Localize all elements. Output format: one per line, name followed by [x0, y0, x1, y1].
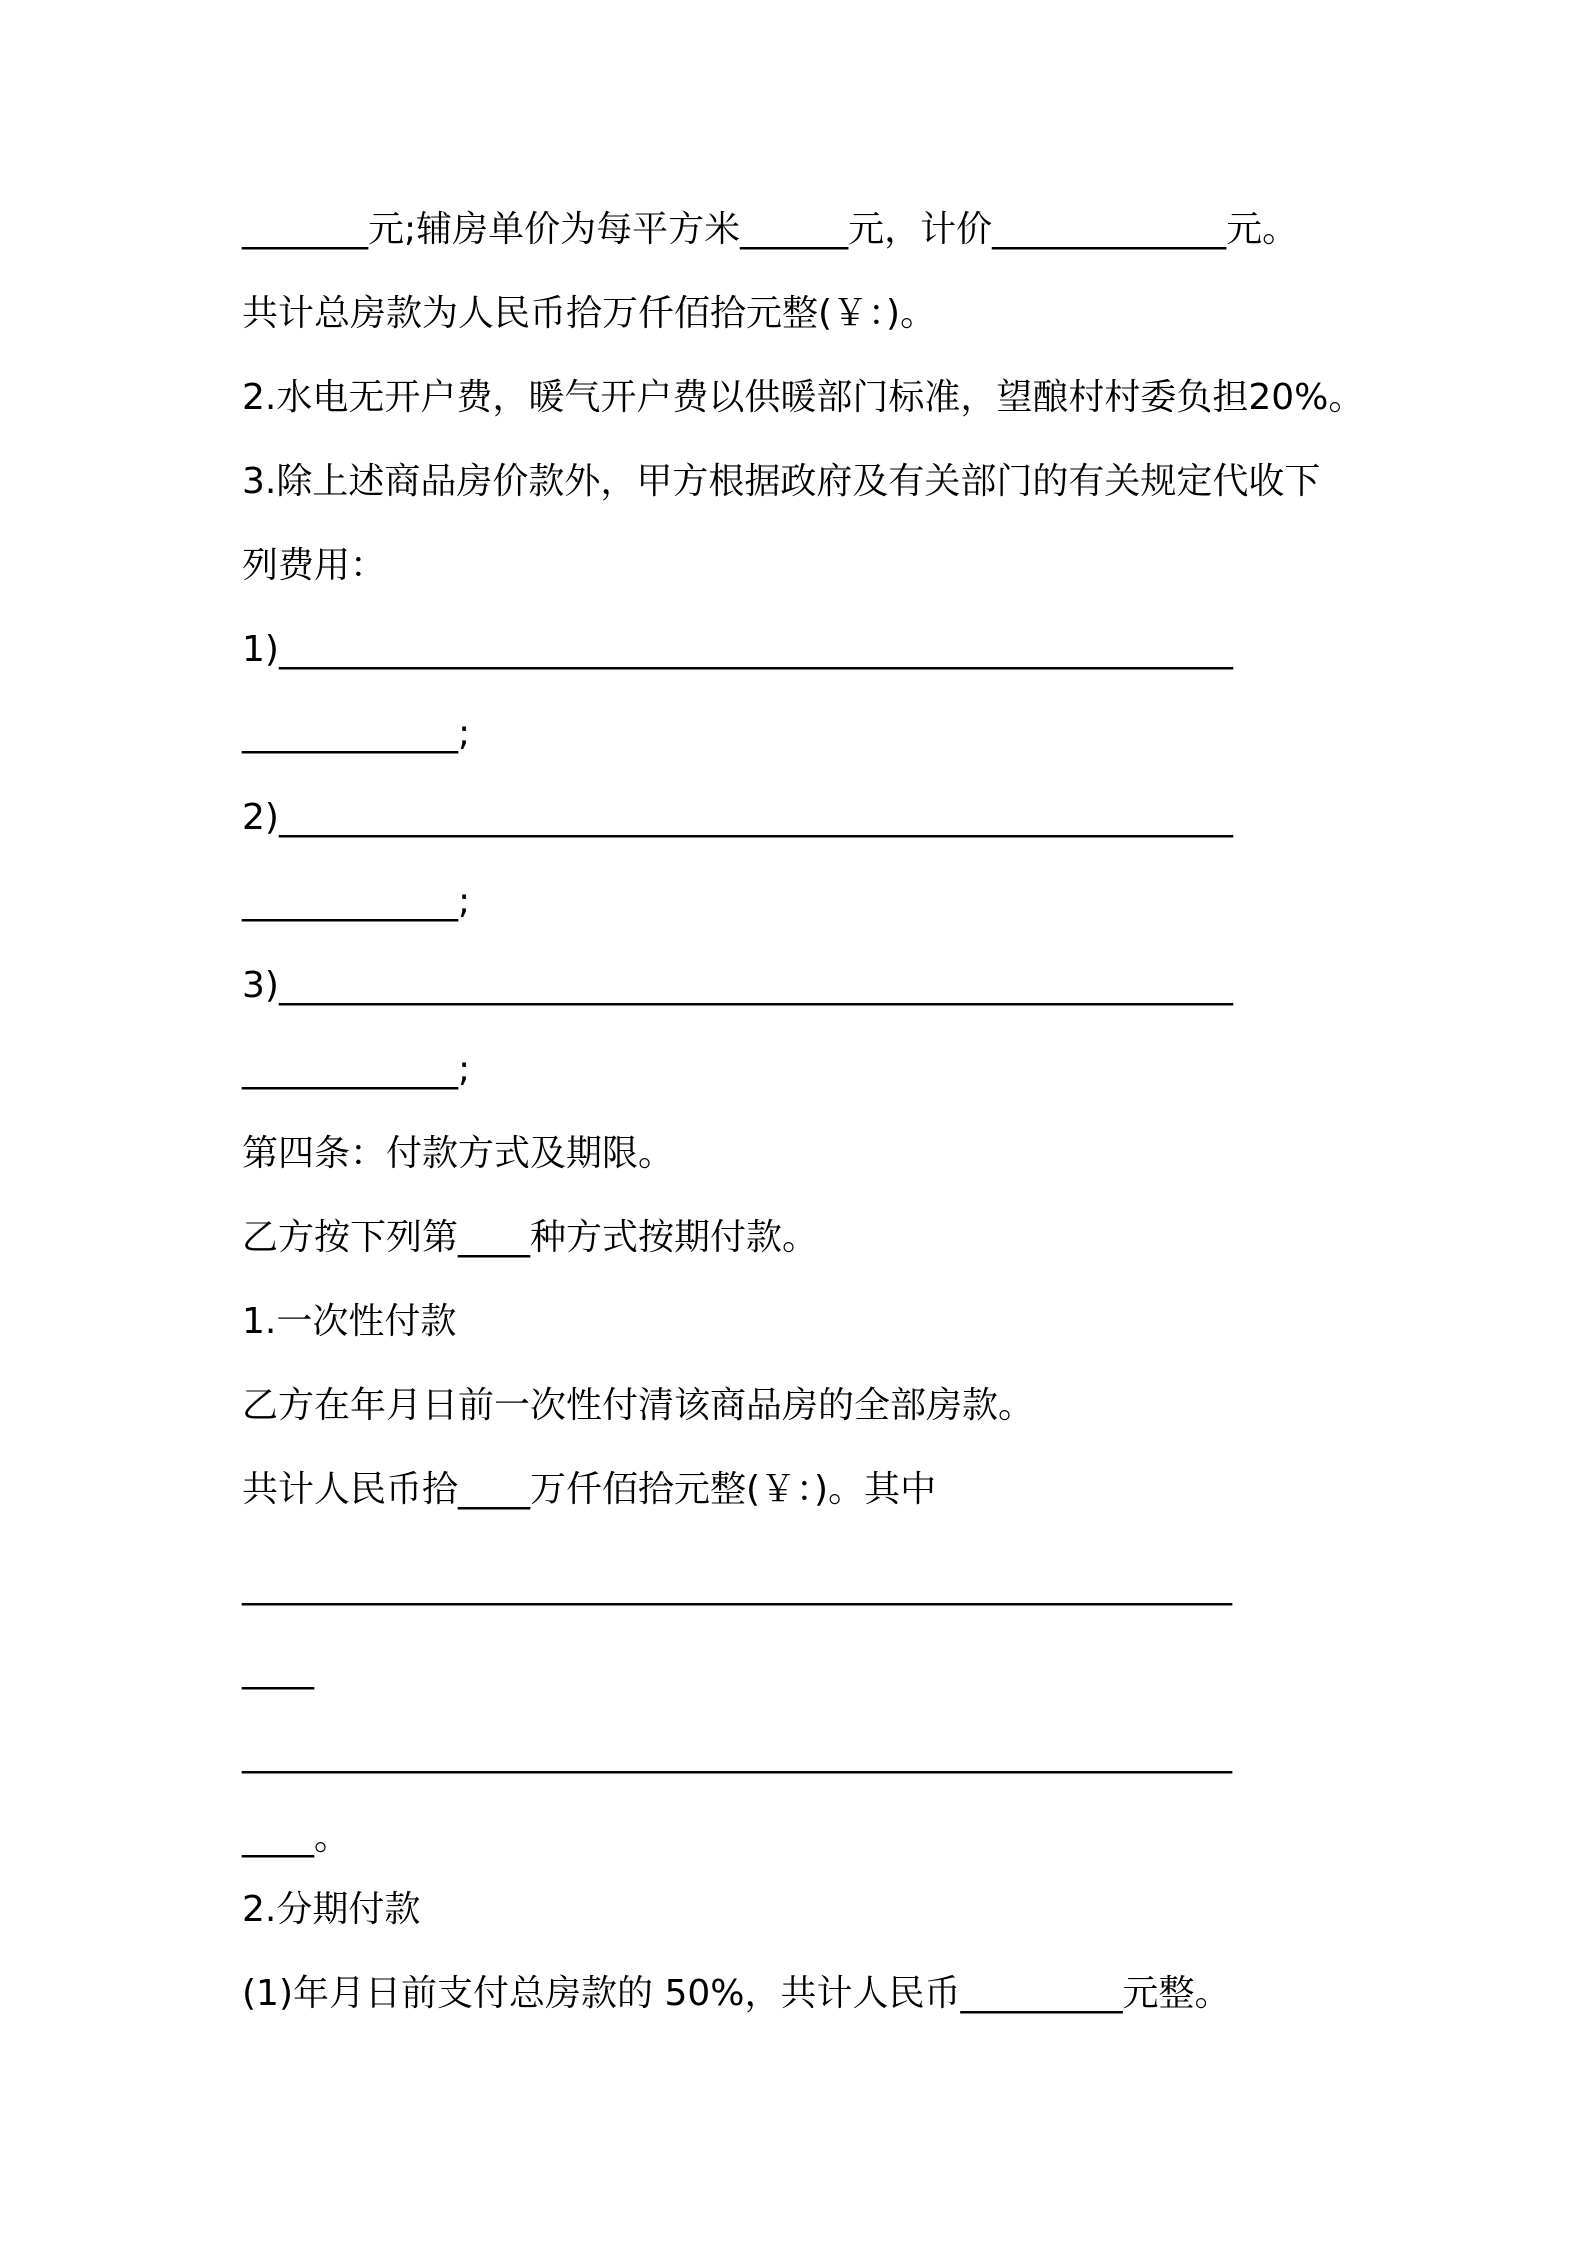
text-line: 乙方在年月日前一次性付清该商品房的全部房款。 [242, 1385, 1035, 1426]
section-heading: 第四条：付款方式及期限。 [242, 1133, 675, 1174]
text-line: 乙方按下列第____种方式按期付款。 [242, 1217, 819, 1258]
text-line: 1.一次性付款 [242, 1301, 457, 1342]
text-line: 2.水电无开户费，暖气开户费以供暖部门标准，望酿村村委负担20%。 [242, 377, 1365, 418]
blank-line: _______________________________________________________ [242, 1733, 1232, 1774]
blank-line: ____________; [242, 713, 471, 754]
text-line: _______元;辅房单价为每平方米______元，计价_____________元。 [242, 209, 1299, 250]
blank-line: ____________; [242, 1049, 471, 1090]
blank-line: 2)_____________________________________________________ [242, 797, 1233, 838]
blank-line: ____ [242, 1649, 314, 1690]
blank-line: ____________; [242, 881, 471, 922]
text-line: 2.分期付款 [242, 1889, 421, 1930]
text-line: 列费用： [242, 545, 387, 586]
blank-line: 1)_____________________________________________________ [242, 629, 1233, 670]
blank-line: _______________________________________________________ [242, 1565, 1232, 1606]
text-line: 共计人民币拾____万仟佰拾元整(￥：)。其中 [242, 1469, 937, 1510]
blank-line: ____。 [242, 1817, 351, 1858]
text-line: (1)年月日前支付总房款的 50%，共计人民币_________元整。 [242, 1973, 1231, 2014]
text-line: 3.除上述商品房价款外，甲方根据政府及有关部门的有关规定代收下 [242, 461, 1321, 502]
blank-line: 3)_____________________________________________________ [242, 965, 1233, 1006]
text-line: 共计总房款为人民币拾万仟佰拾元整(￥：)。 [242, 293, 937, 334]
